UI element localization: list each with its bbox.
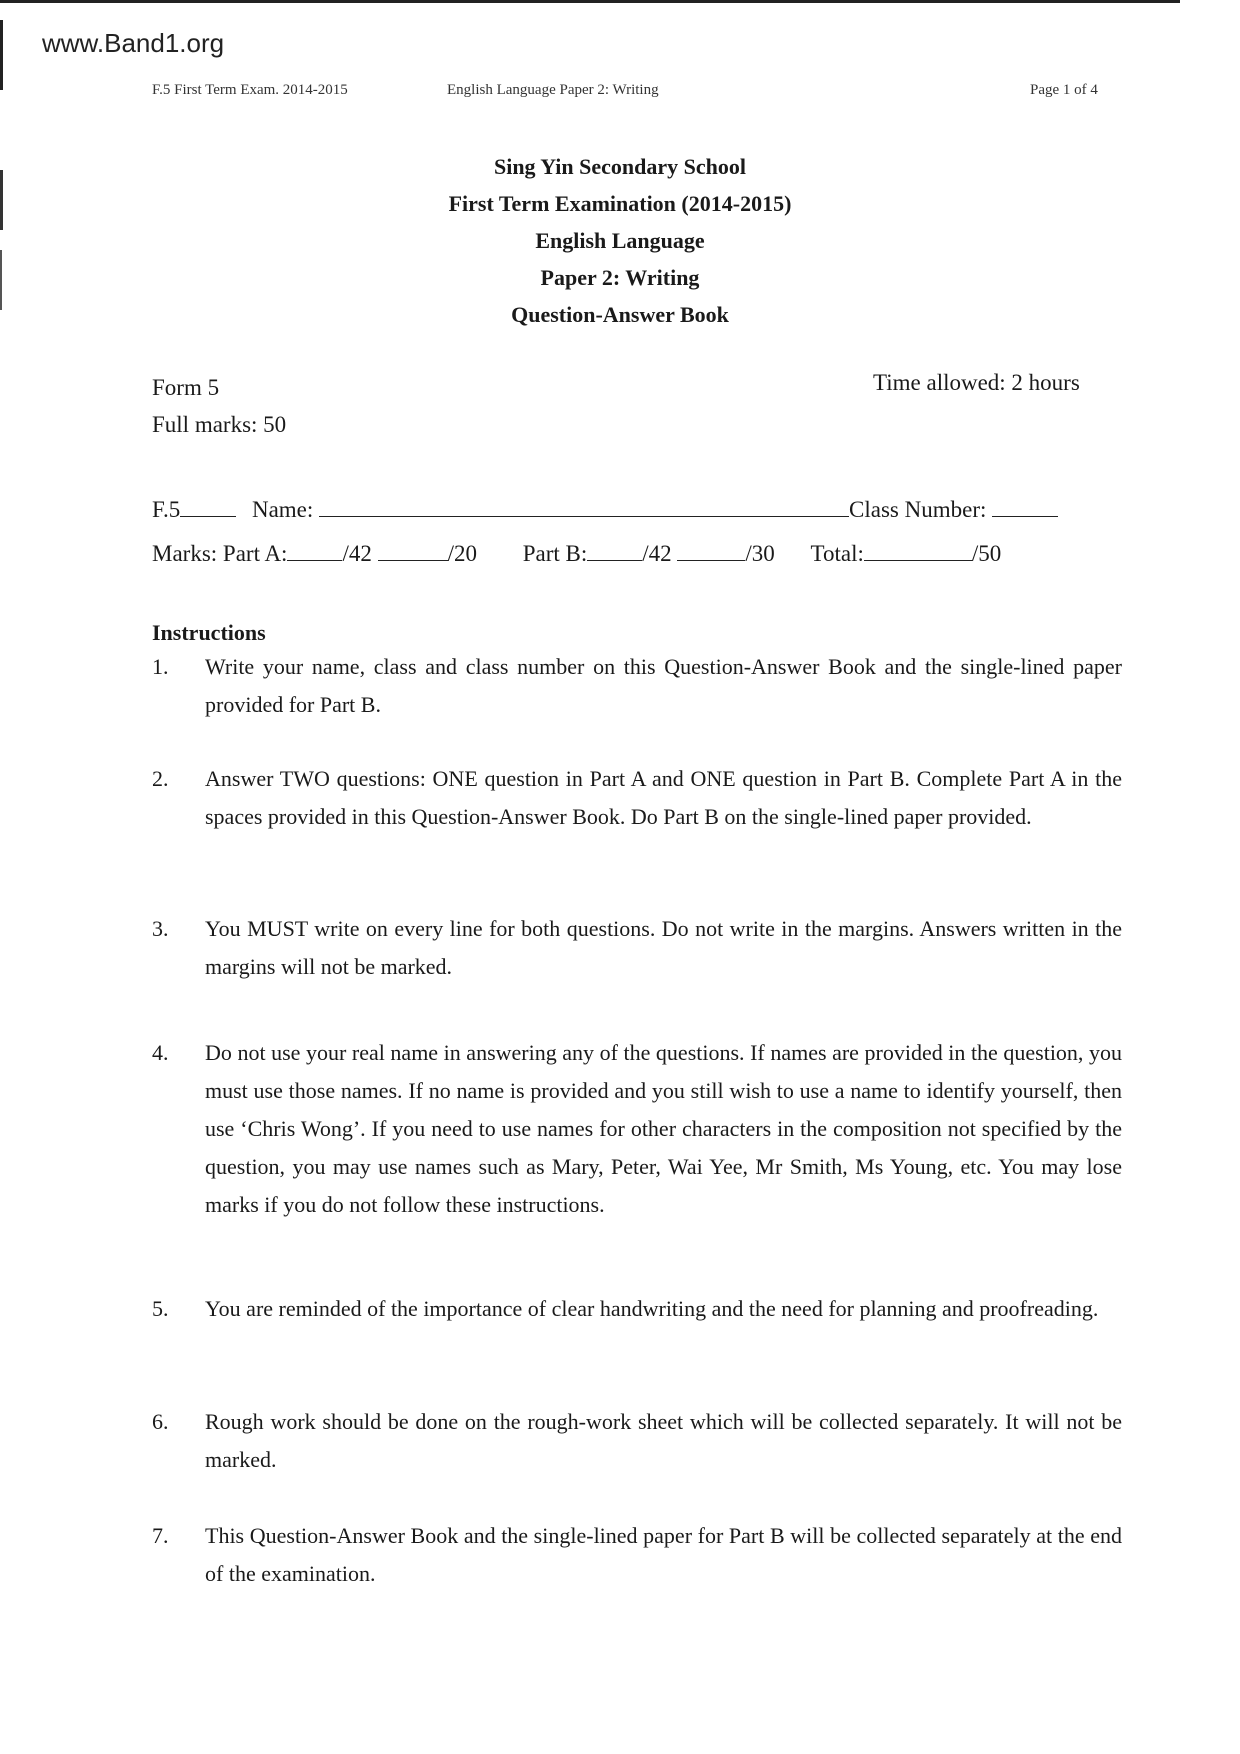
part-a-field-1[interactable] [287,540,342,561]
item-text: This Question-Answer Book and the single-lined paper for Part B will be collected separately at the end of the examination. [205,1523,1122,1586]
name-label: Name: [251,497,314,522]
part-b-max-2: /30 [745,541,775,566]
part-a-max-2: /20 [447,541,477,566]
item-number: 7. [152,1523,169,1548]
watermark: www.Band1.org [42,28,225,58]
marks-line [152,540,1001,567]
class-field[interactable] [180,496,236,517]
part-a-field-2[interactable] [378,540,448,561]
part-b-field-2[interactable] [677,540,745,561]
scan-border-left [0,20,3,90]
part-b-label: Part B: [522,541,588,566]
instruction-item [152,1034,1122,1224]
instruction-item [152,910,1122,986]
full-marks: Full marks: 50 [152,412,287,437]
item-number: 6. [152,1409,169,1434]
item-number: 3. [152,916,169,941]
running-header-center: English Language Paper 2: Writing [447,82,659,98]
item-text: Write your name, class and class number on this Question-Answer Book and the single-lined paper provided for Part B. [205,654,1122,717]
item-number: 1. [152,654,169,679]
school-name: Sing Yin Secondary School [493,154,747,179]
part-a-max-1: /42 [342,541,372,566]
title-block [0,148,1240,333]
paper-title: Paper 2: Writing [540,265,700,290]
marks-part-a-label: Marks: Part A: [152,541,288,566]
total-label: Total: [810,541,864,566]
instruction-item [152,760,1122,836]
instruction-item [152,1290,1122,1328]
total-field[interactable] [864,540,972,561]
subject: English Language [535,228,705,253]
class-number-field[interactable] [992,496,1058,517]
instruction-item [152,1517,1122,1593]
form-label: Form 5 [152,375,220,400]
running-header-left: F.5 First Term Exam. 2014-2015 [152,82,348,98]
time-allowed: Time allowed: 2 hours [873,370,1080,395]
part-b-max-1: /42 [642,541,672,566]
book-title: Question-Answer Book [511,302,729,327]
name-field[interactable] [319,496,849,517]
class-prefix: F.5 [152,497,181,522]
item-number: 2. [152,766,169,791]
exam-title: First Term Examination (2014-2015) [448,191,792,216]
item-number: 4. [152,1040,169,1065]
part-b-field-1[interactable] [587,540,642,561]
item-text: You are reminded of the importance of clear handwriting and the need for planning and proofreading. [205,1296,1099,1321]
instruction-item [152,1403,1122,1479]
scan-border-top [0,0,1180,3]
instructions-heading: Instructions [152,620,266,645]
item-text: Rough work should be done on the rough-work sheet which will be collected separately. It will not be marked. [205,1409,1122,1472]
item-number: 5. [152,1296,169,1321]
item-text: Answer TWO questions: ONE question in Part A and ONE question in Part B. Complete Part A in the spaces provided in this Question-Answer Book. Do Part B on the single-lined paper provided. [205,766,1122,829]
item-text: You MUST write on every line for both questions. Do not write in the margins. Answers written in the margins will not be marked. [205,916,1122,979]
student-info-line [152,496,1058,523]
page-number: Page 1 of 4 [1030,82,1098,98]
item-text: Do not use your real name in answering any of the questions. If names are provided in the question, you must use those names. If no name is provided and you still wish to use a name to identify yourself, then use ‘Chris Wong’. If you need to use names for other characters in the composition not specified by the question, you may use names such as Mary, Peter, Wai Yee, Mr Smith, Ms Young, etc. You may lose marks if you do not follow these instructions. [205,1040,1122,1217]
instruction-item [152,648,1122,724]
total-max: /50 [971,541,1002,566]
class-number-label: Class Number: [849,497,987,522]
